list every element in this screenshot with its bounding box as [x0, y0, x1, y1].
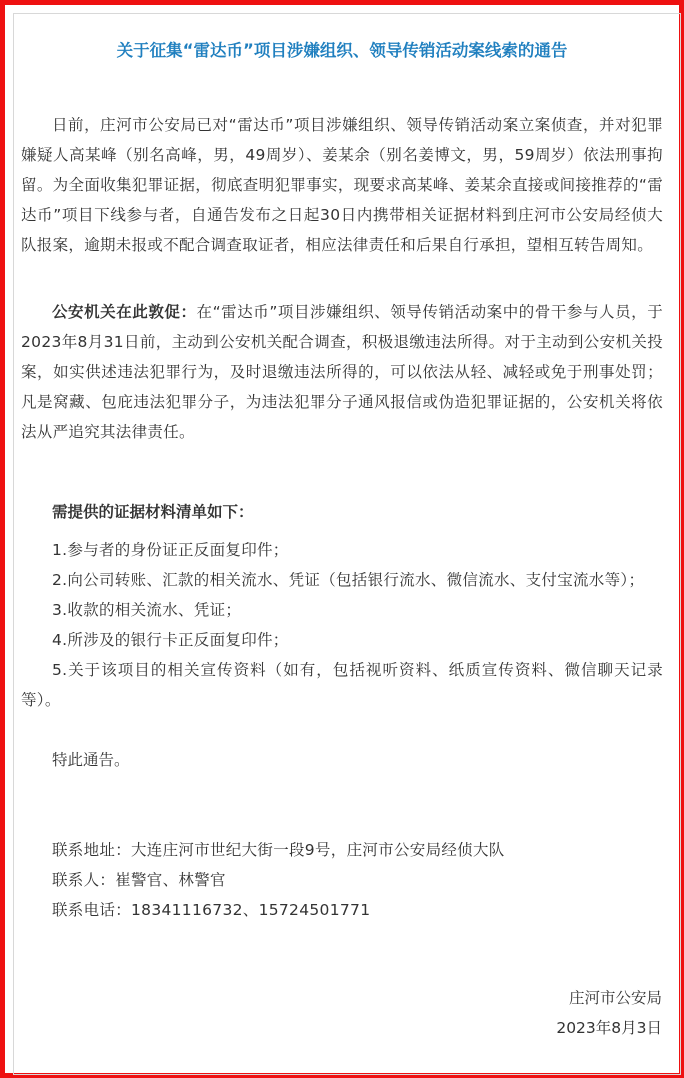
closing-text: 特此通告。	[52, 751, 130, 769]
contact-person: 联系人：崔警官、林警官	[52, 871, 226, 889]
urge-paragraph	[21, 297, 663, 447]
list-item: 3.收款的相关流水、凭证；	[52, 601, 242, 619]
list-item: 1.参与者的身份证正反面复印件；	[52, 541, 289, 559]
urge-lead: 公安机关在此敦促：	[52, 303, 197, 321]
contact-phone: 联系电话：18341116732、15724501771	[52, 901, 371, 919]
list-item: 5.关于该项目的相关宣传资料（如有，包括视听资料、纸质宣传资料、微信聊天记录等）。	[21, 661, 663, 709]
signature-org: 庄河市公安局	[568, 989, 662, 1007]
list-item: 4.所涉及的银行卡正反面复印件；	[52, 631, 289, 649]
evidence-list	[21, 535, 663, 715]
evidence-heading: 需提供的证据材料清单如下：	[52, 503, 254, 521]
notice-title: 关于征集“雷达币”项目涉嫌组织、领导传销活动案线索的通告	[116, 41, 568, 60]
signature-date: 2023年8月3日	[556, 1019, 662, 1037]
signature-block	[556, 983, 662, 1043]
list-item: 2.向公司转账、汇款的相关流水、凭证（包括银行流水、微信流水、支付宝流水等）；	[52, 571, 645, 589]
urge-body: 在“雷达币”项目涉嫌组织、领导传销活动案中的骨干参与人员，于2023年8月31日前，主动到公安机关配合调查，积极退缴违法所得。对于主动到公安机关投案，如实供述违法犯罪行为，及时退缴违法所得的，可以依法从轻、减轻或免于刑事处罚；凡是窝藏、包庇违法犯罪分子，为违法犯罪分子通风报信或伪造犯罪证据的，公安机关将依法从严追究其法律责任。	[21, 303, 664, 441]
intro-paragraph: 日前，庄河市公安局已对“雷达币”项目涉嫌组织、领导传销活动案立案侦查，并对犯罪嫌疑人高某峰（别名高峰，男，49周岁）、姜某余（别名姜博文，男，59周岁）依法刑事拘留。为全面收集犯罪证据，彻底查明犯罪事实，现要求高某峰、姜某余直接或间接推荐的“雷达币”项目下线参与者，自通告发布之日起30日内携带相关证据材料到庄河市公安局经侦大队报案，逾期未报或不配合调查取证者，相应法律责任和后果自行承担，望相互转告周知。	[21, 116, 663, 254]
contact-block	[52, 835, 505, 925]
contact-address: 联系地址：大连庄河市世纪大街一段9号，庄河市公安局经侦大队	[52, 841, 505, 859]
